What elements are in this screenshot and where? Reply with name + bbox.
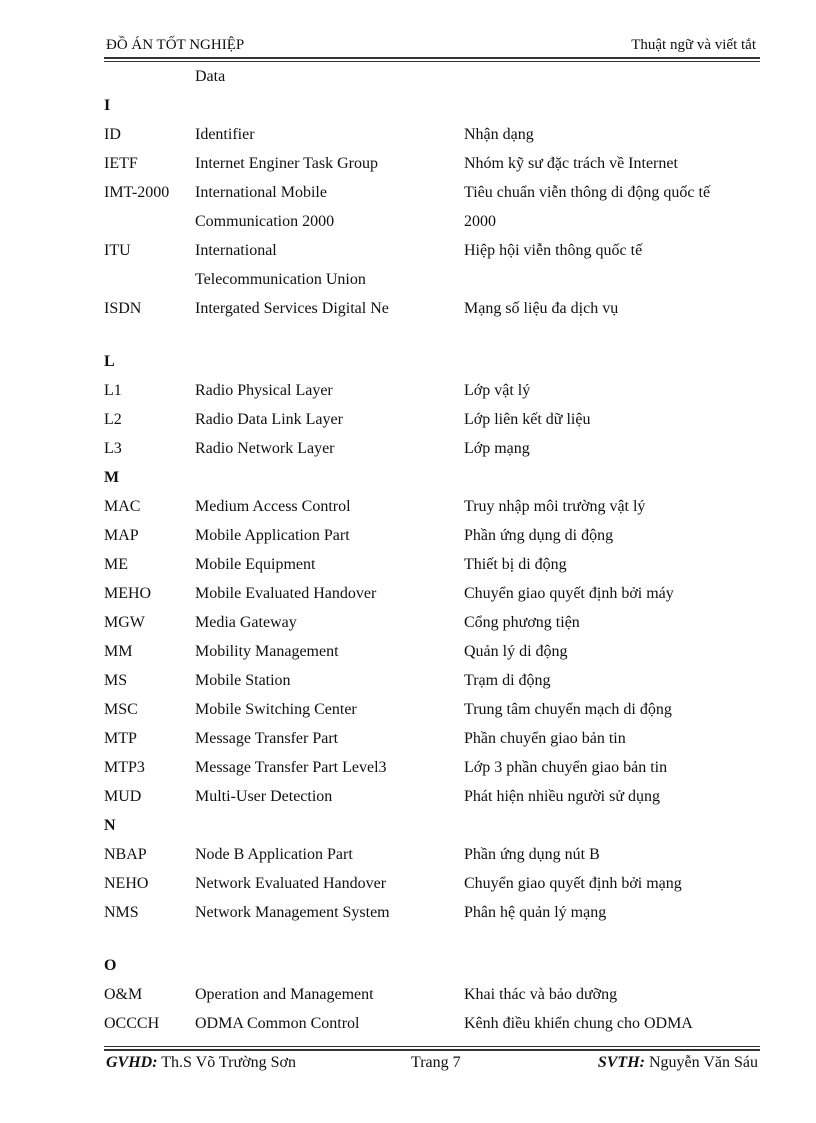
abbreviation: MAP bbox=[104, 527, 139, 544]
footer-rule-thin bbox=[104, 1046, 760, 1047]
abbreviation: NEHO bbox=[104, 875, 149, 892]
vietnamese-term-line: Nhận dạng bbox=[464, 126, 534, 143]
page-footer bbox=[106, 1054, 758, 1076]
vietnamese-term-line: Lớp vật lý bbox=[464, 382, 531, 399]
english-term-line: Mobility Management bbox=[195, 643, 339, 660]
vietnamese-term bbox=[464, 608, 580, 637]
vietnamese-term bbox=[464, 666, 551, 695]
english-term bbox=[195, 608, 297, 637]
abbreviation: OCCCH bbox=[104, 1015, 160, 1032]
advisor-label: GVHD: bbox=[106, 1054, 158, 1071]
section-letter: L bbox=[104, 353, 115, 370]
english-term bbox=[195, 236, 366, 294]
english-term-line: Internet Enginer Task Group bbox=[195, 155, 378, 172]
student-name: Nguyễn Văn Sáu bbox=[648, 1054, 758, 1071]
vietnamese-term-line: Lớp liên kết dữ liệu bbox=[464, 411, 591, 428]
english-term bbox=[195, 521, 350, 550]
vietnamese-term bbox=[464, 521, 613, 550]
vietnamese-term bbox=[464, 178, 710, 236]
english-term bbox=[195, 492, 351, 521]
abbreviation: MS bbox=[104, 672, 128, 689]
glossary-row bbox=[104, 840, 760, 869]
vietnamese-term-line: Kênh điều khiển chung cho ODMA bbox=[464, 1015, 693, 1032]
page-number: Trang 7 bbox=[411, 1054, 461, 1071]
glossary-row bbox=[104, 869, 760, 898]
glossary-row bbox=[104, 492, 760, 521]
english-term bbox=[195, 898, 390, 927]
section-letter: O bbox=[104, 957, 117, 974]
page-header bbox=[106, 37, 756, 57]
glossary-row bbox=[104, 695, 760, 724]
vietnamese-term-line: Lớp 3 phần chuyển giao bản tin bbox=[464, 759, 668, 776]
english-term-line: ODMA Common Control bbox=[195, 1015, 360, 1032]
vietnamese-term bbox=[464, 637, 568, 666]
vietnamese-term-line: Phân hệ quản lý mạng bbox=[464, 904, 607, 921]
vietnamese-term bbox=[464, 149, 678, 178]
english-term bbox=[195, 980, 374, 1009]
header-section: Thuật ngữ và viết tắt bbox=[631, 37, 756, 53]
english-term-line: Mobile Station bbox=[195, 672, 291, 689]
glossary-row bbox=[104, 376, 760, 405]
english-term-line: Operation and Management bbox=[195, 986, 374, 1003]
vietnamese-term bbox=[464, 294, 618, 323]
english-term-line: Media Gateway bbox=[195, 614, 297, 631]
abbreviation: MTP3 bbox=[104, 759, 145, 776]
vietnamese-term-line: Phát hiện nhiều người sử dụng bbox=[464, 788, 661, 805]
glossary-row bbox=[104, 579, 760, 608]
glossary-row bbox=[104, 550, 760, 579]
vietnamese-term-line: Cổng phương tiện bbox=[464, 614, 580, 631]
vietnamese-term bbox=[464, 898, 606, 927]
english-term-line: International Mobile bbox=[195, 184, 327, 201]
vietnamese-term-line: Phần ứng dụng di động bbox=[464, 527, 614, 544]
english-term-line: Network Management System bbox=[195, 904, 390, 921]
glossary-row bbox=[104, 753, 760, 782]
vietnamese-term-line: 2000 bbox=[464, 213, 496, 230]
english-term-line: International bbox=[195, 242, 277, 259]
abbreviation: L1 bbox=[104, 382, 122, 399]
english-term-line: Mobile Application Part bbox=[195, 527, 350, 544]
advisor-name: Th.S Võ Trường Sơn bbox=[161, 1054, 296, 1071]
vietnamese-term-line: Thiết bị di động bbox=[464, 556, 567, 573]
glossary-row bbox=[104, 608, 760, 637]
english-term bbox=[195, 579, 376, 608]
abbreviation: L2 bbox=[104, 411, 122, 428]
english-term bbox=[195, 149, 378, 178]
abbreviation: ITU bbox=[104, 242, 131, 259]
glossary-row bbox=[104, 724, 760, 753]
english-term bbox=[195, 753, 387, 782]
english-term-line: Mobile Switching Center bbox=[195, 701, 357, 718]
vietnamese-term bbox=[464, 579, 674, 608]
english-term bbox=[195, 782, 332, 811]
vietnamese-term bbox=[464, 753, 667, 782]
glossary-row bbox=[104, 236, 760, 294]
abbreviation: L3 bbox=[104, 440, 122, 457]
glossary-row bbox=[104, 637, 760, 666]
english-term-line: Mobile Equipment bbox=[195, 556, 316, 573]
glossary-row bbox=[104, 434, 760, 463]
footer-advisor bbox=[106, 1054, 296, 1072]
english-term bbox=[195, 294, 389, 323]
vietnamese-term bbox=[464, 869, 682, 898]
vietnamese-term-line: Truy nhập môi trường vật lý bbox=[464, 498, 646, 515]
english-term-line: Radio Data Link Layer bbox=[195, 411, 343, 428]
glossary-row bbox=[104, 980, 760, 1009]
footer-rule bbox=[104, 1049, 760, 1051]
english-term bbox=[195, 405, 343, 434]
vietnamese-term bbox=[464, 550, 567, 579]
abbreviation: IETF bbox=[104, 155, 138, 172]
glossary-row bbox=[104, 149, 760, 178]
abbreviation: MGW bbox=[104, 614, 145, 631]
section-letter: I bbox=[104, 97, 111, 114]
footer-student bbox=[598, 1054, 758, 1072]
english-term bbox=[195, 120, 255, 149]
abbreviation: MUD bbox=[104, 788, 142, 805]
english-term bbox=[195, 637, 339, 666]
english-term-line: Multi-User Detection bbox=[195, 788, 333, 805]
english-term-line: Communication 2000 bbox=[195, 213, 335, 230]
abbreviation: NBAP bbox=[104, 846, 147, 863]
english-term-line: Intergated Services Digital Ne bbox=[195, 300, 389, 317]
glossary-body bbox=[104, 62, 760, 1038]
glossary-row bbox=[104, 405, 760, 434]
abbreviation: MSC bbox=[104, 701, 138, 718]
vietnamese-term bbox=[464, 1009, 693, 1038]
english-term bbox=[195, 840, 353, 869]
glossary-row bbox=[104, 120, 760, 149]
vietnamese-term-line: Nhóm kỹ sư đặc trách về Internet bbox=[464, 155, 678, 172]
english-term bbox=[195, 1009, 359, 1038]
abbreviation: NMS bbox=[104, 904, 139, 921]
english-term-line: Node B Application Part bbox=[195, 846, 353, 863]
abbreviation: O&M bbox=[104, 986, 143, 1003]
english-term-line: Radio Network Layer bbox=[195, 440, 335, 457]
vietnamese-term bbox=[464, 434, 530, 463]
glossary-row bbox=[104, 898, 760, 951]
english-term-line: Network Evaluated Handover bbox=[195, 875, 387, 892]
vietnamese-term bbox=[464, 840, 600, 869]
section-letter: N bbox=[104, 817, 116, 834]
continued-text: Data bbox=[195, 68, 226, 85]
vietnamese-term-line: Quản lý di động bbox=[464, 643, 568, 660]
vietnamese-term-line: Tiêu chuẩn viễn thông di động quốc tế bbox=[464, 184, 711, 201]
glossary-row bbox=[104, 521, 760, 550]
vietnamese-term bbox=[464, 492, 645, 521]
abbreviation: IMT-2000 bbox=[104, 184, 170, 201]
glossary-row bbox=[104, 178, 760, 236]
glossary-row bbox=[104, 1009, 760, 1038]
english-term-line: Message Transfer Part Level3 bbox=[195, 759, 387, 776]
english-term bbox=[195, 869, 386, 898]
abbreviation: MTP bbox=[104, 730, 137, 747]
vietnamese-term-line: Hiệp hội viễn thông quốc tế bbox=[464, 242, 643, 259]
vietnamese-term-line: Chuyển giao quyết định bởi mạng bbox=[464, 875, 682, 892]
english-term-line: Medium Access Control bbox=[195, 498, 351, 515]
vietnamese-term-line: Trung tâm chuyển mạch di động bbox=[464, 701, 672, 718]
abbreviation: MM bbox=[104, 643, 133, 660]
vietnamese-term-line: Phần ứng dụng nút B bbox=[464, 846, 600, 863]
abbreviation: ME bbox=[104, 556, 128, 573]
glossary-row bbox=[104, 782, 760, 811]
vietnamese-term-line: Chuyển giao quyết định bởi máy bbox=[464, 585, 674, 602]
student-label: SVTH: bbox=[597, 1054, 645, 1071]
vietnamese-term bbox=[464, 376, 530, 405]
vietnamese-term-line: Lớp mạng bbox=[464, 440, 530, 457]
vietnamese-term-line: Mạng số liệu đa dịch vụ bbox=[464, 300, 619, 317]
english-term-line: Message Transfer Part bbox=[195, 730, 339, 747]
abbreviation: MAC bbox=[104, 498, 141, 515]
vietnamese-term-line: Khai thác và bảo dưỡng bbox=[464, 986, 618, 1003]
vietnamese-term-line: Trạm di động bbox=[464, 672, 551, 689]
english-term-line: Telecommunication Union bbox=[195, 271, 366, 288]
glossary-row bbox=[104, 666, 760, 695]
english-term bbox=[195, 724, 338, 753]
abbreviation: ID bbox=[104, 126, 121, 143]
vietnamese-term bbox=[464, 120, 534, 149]
vietnamese-term bbox=[464, 236, 642, 265]
section-letter: M bbox=[104, 469, 120, 486]
english-term bbox=[195, 376, 333, 405]
abbreviation: ISDN bbox=[104, 300, 142, 317]
header-title: ĐỒ ÁN TỐT NGHIỆP bbox=[106, 37, 245, 53]
vietnamese-term bbox=[464, 782, 660, 811]
english-term-line: Identifier bbox=[195, 126, 255, 143]
english-term bbox=[195, 695, 357, 724]
vietnamese-term-line: Phần chuyển giao bản tin bbox=[464, 730, 626, 747]
vietnamese-term bbox=[464, 405, 590, 434]
vietnamese-term bbox=[464, 980, 617, 1009]
english-term-line: Mobile Evaluated Handover bbox=[195, 585, 377, 602]
english-term bbox=[195, 666, 291, 695]
glossary-row bbox=[104, 294, 760, 347]
vietnamese-term bbox=[464, 695, 672, 724]
english-term bbox=[195, 178, 334, 236]
english-term-line: Radio Physical Layer bbox=[195, 382, 333, 399]
vietnamese-term bbox=[464, 724, 626, 753]
english-term bbox=[195, 550, 315, 579]
header-rule bbox=[104, 57, 760, 59]
abbreviation: MEHO bbox=[104, 585, 152, 602]
english-term bbox=[195, 434, 335, 463]
continued-line bbox=[104, 62, 760, 91]
